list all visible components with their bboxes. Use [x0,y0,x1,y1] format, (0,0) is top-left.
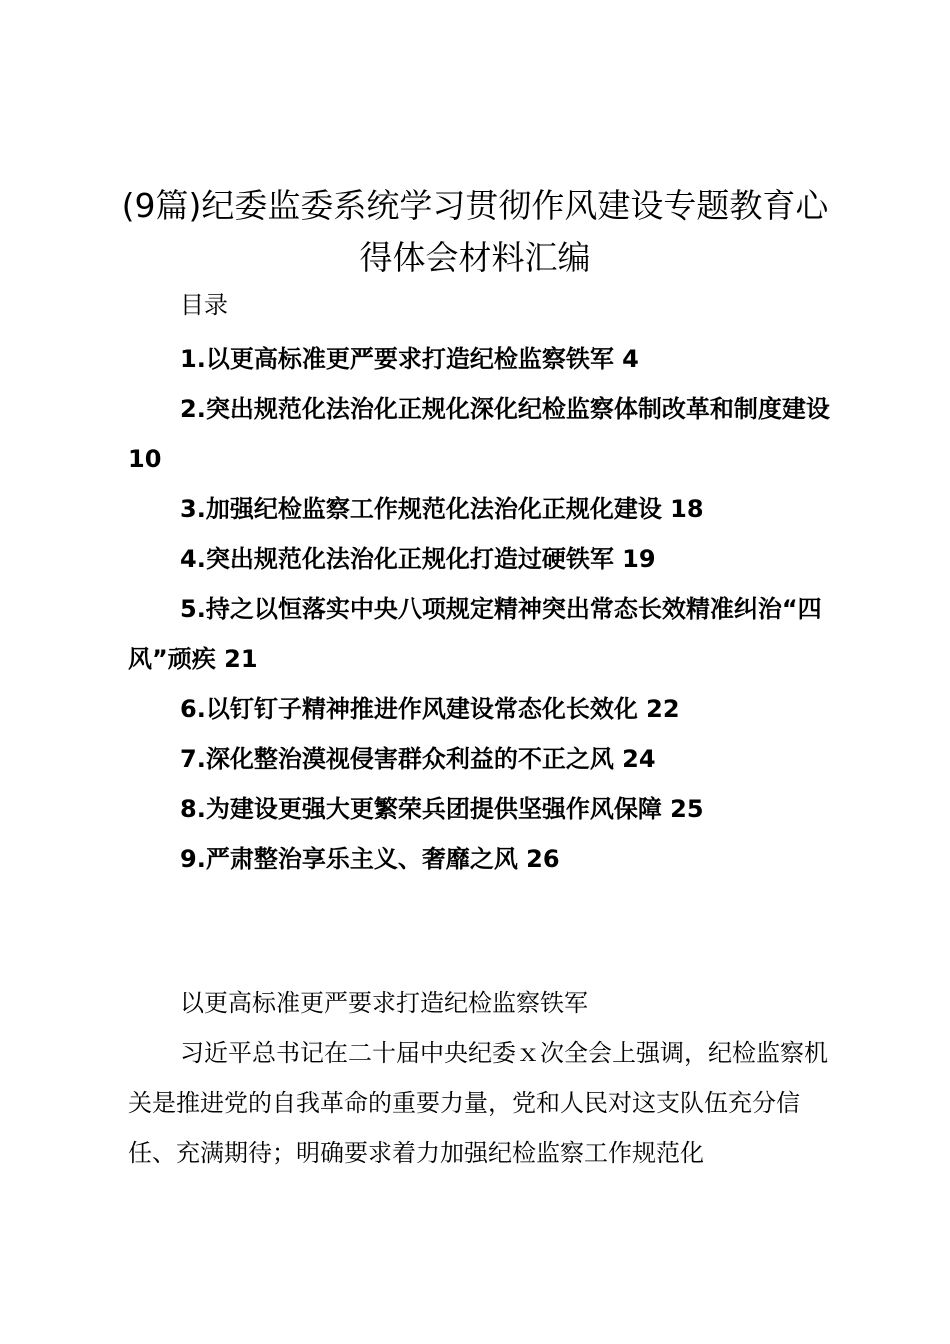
toc-item-6: 6.以钉钉子精神推进作风建设常态化长效化 22 [180,695,680,723]
toc-item-1: 1.以更高标准更严要求打造纪检监察铁军 4 [180,345,639,373]
body-paragraph: 习近平总书记在二十届中央纪委ｘ次全会上强调，纪检监察机关是推进党的自我革命的重要力量，党和人民对这支队伍充分信任、充满期待；明确要求着力加强纪检监察工作规范化 [128,1039,828,1167]
toc-item-4: 4.突出规范化法治化正规化打造过硬铁军 19 [180,545,656,573]
table-of-contents [128,334,838,884]
document-title: (9篇)纪委监委系统学习贯彻作风建设专题教育心得体会材料汇编 [121,186,829,277]
toc-item-9: 9.严肃整治享乐主义、奢靡之风 26 [180,845,560,873]
section-title: 以更高标准更严要求打造纪检监察铁军 [180,989,588,1017]
toc-item-8: 8.为建设更强大更繁荣兵团提供坚强作风保障 25 [180,795,704,823]
toc-item-2: 2.突出规范化法治化正规化深化纪检监察体制改革和制度建设 10 [128,395,830,473]
toc-item-5: 5.持之以恒落实中央八项规定精神突出常态长效精准纠治“四风”顽疾 21 [128,595,822,673]
toc-item-3: 3.加强纪检监察工作规范化法治化正规化建设 18 [180,495,704,523]
body-section [128,978,838,1178]
toc-heading: 目录 [180,291,228,319]
toc-item-7: 7.深化整治漠视侵害群众利益的不正之风 24 [180,745,656,773]
